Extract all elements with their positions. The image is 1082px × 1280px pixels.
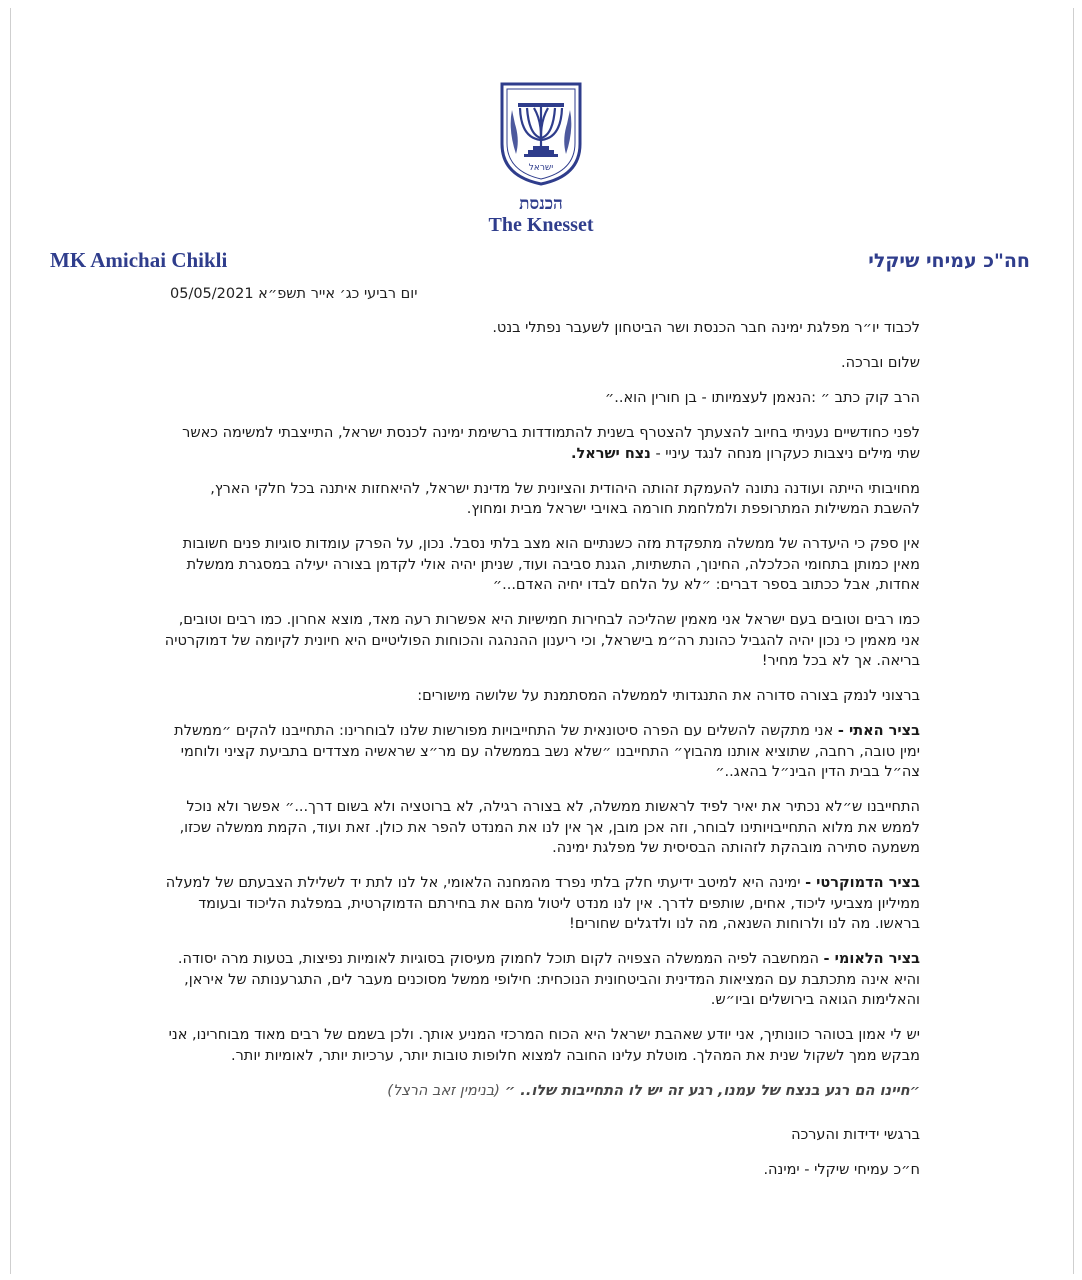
ethical-heading: בציר האתי - [837, 723, 920, 739]
paragraph-1-bold: נצח ישראל. [570, 445, 651, 462]
rav-kook-quote: הרב קוק כתב ״ :הנאמן לעצמיותו - בן חורין הוא..״ [604, 390, 920, 406]
closing: ברגשי ידידות והערכה [791, 1127, 920, 1143]
paragraph-1-text: לפני כחודשיים נעניתי בחיוב להצעתך להצטרף בשנית להתמודדות ברשימת ימינה לכנסת ישראל, התייצבתי למשימה כאשר שתי מילים ניצבות כעקרון מנחה לנגד עיניי - [182, 425, 920, 462]
addressee: לכבוד יו״ר מפלגת ימינה חבר הכנסת ושר הביטחון לשעבר נפתלי בנט. [492, 320, 920, 336]
democratic-text: ימינה היא למיטב ידיעתי חלק בלתי נפרד מהמחנה הלאומי, אל לנו לתת יד לשלילת הצבעתם של למעלה ממיליון מצביעי ליכוד, אחים, שותפים לדרך. אין לנו מנדט ליטול מהם את בחירתם הדמוקרטית, במפלגת הליכוד ובעומד בראשו. מה לנו ולרוחות השנאה, מה לנו ולדגלים שחורים! [165, 875, 920, 932]
letter-date: יום רביעי כג׳ אייר תשפ״א 05/05/2021 [170, 286, 418, 302]
paragraph-3: אין ספק כי היעדרה של ממשלה מתפקדת מזה כשנתיים הוא מצב בלתי נסבל. נכון, על הפרק עומדות סוגיות פנים חשובות מאין כמותן בתחומי הכלכלה, החינוך, התשתיות, הגנת סביבה ועוד, שניתן יהיה אולי לקדמן בצורה יעילה במסגרת ממשלת אחדות, אבל ככתוב בספר דברים: ״לא על הלחם לבדו יחיה האדם...״ [182, 536, 920, 593]
greeting: שלום וברכה. [841, 355, 920, 371]
herzl-quote [160, 1081, 920, 1102]
paragraph-10: יש לי אמון בטוהר כוונותיך, אני יודע שאהבת ישראל היא הכוח המרכזי המניע אותך. ולכן בשמם של רבים מאוד מבוחרינו, אני מבקש ממך לשקול שנית את המהלך. מוטלת עלינו החובה למצוא חלופות טובות יותר, ערכיות יותר, לאומיות יותר. [168, 1027, 920, 1064]
paragraph-national [160, 949, 920, 1011]
signature: ח״כ עמיחי שיקלי - ימינה. [763, 1162, 920, 1178]
paragraph-2: מחויבותי הייתה ועודנה נתונה להעמקת זהותה היהודית והציונית של מדינת ישראל, להיאחזות איתנה בכל חלקי הארץ, להשבת המשילות המתרופפת ולמלחמת חורמה באויבי ישראל מבית ומחוץ. [210, 480, 920, 517]
knesset-hebrew-title: הכנסת [519, 194, 563, 214]
herzl-quote-source: (בנימין זאב הרצל) [387, 1082, 500, 1099]
paragraph-democratic [160, 873, 920, 935]
letter-body [160, 318, 920, 1195]
democratic-heading: בציר הדמוקרטי - [805, 875, 920, 891]
paragraph-ethical [160, 721, 920, 783]
knesset-emblem-icon [498, 80, 584, 188]
national-heading: בציר הלאומי - [823, 951, 920, 967]
paragraph-4: כמו רבים וטובים בעם ישראל אני מאמין שהליכה לבחירות חמישיות היא אפשרות רעה מאד, מוצא אחרון. כמו רבים וטובים, אני מאמין כי נכון יהיה להגביל כהונת רה״מ בישראל, וכי ריענון ההנהגה והכוחות הפוליטיים היא חיונית לקיומה של דמוקרטיה בריאה. אך לא בכל מחיר! [164, 612, 920, 669]
ethical-text: אני מתקשה להשלים עם הפרה סיטונאית של התחייבויות מפורשות שלנו לבוחרינו: התחייבנו להקים ״ממשלת ימין טובה, רחבה, שתוציא אותנו מהבוץ״ התחייבנו ״שלא נשב בממשלה עם מר״צ שראשיה מצדדים בתביעת קציני ולוחמי צה״ל בבית הדין הבינ״ל בהאג..״ [174, 723, 920, 780]
herzl-quote-text: ״חיינו הם רגע בנצח של עמנו, רגע זה יש לו התחייבות שלו.. ״ [504, 1082, 920, 1099]
knesset-english-title: The Knesset [488, 214, 594, 236]
paragraph-5: ברצוני לנמק בצורה סדורה את התנגדותי לממשלה המסתמנת על שלושה מישורים: [417, 688, 920, 704]
paragraph-1 [160, 423, 920, 464]
emblem-caption: ישראל [528, 163, 554, 173]
national-text: המחשבה לפיה הממשלה הצפויה לקום תוכל לחמוק מעיסוק בסוגיות לאומיות נפיצות, בטעות מרה יסודה. והיא אינה מתכתבת עם המציאות המדינית והביטחונית הנוכחית: חילופי ממשל מסוכנים מעבר לים, התגרענותה של איראן, והאלימות הגואה בירושלים וביו״ש. [177, 951, 920, 1008]
mk-name-hebrew: חה"כ עמיחי שיקלי [868, 250, 1030, 272]
mk-name-english: MK Amichai Chikli [50, 248, 228, 272]
paragraph-7: התחייבנו ש״לא נכתיר את יאיר לפיד לראשות ממשלה, לא בצורה רגילה, לא ברוטציה ולא בשום דרך...״ אפשר ולא נוכל לממש את מלוא התחייבויותינו לבוחר, וזה אכן מובן, אך אין לנו את המנדט להפר את כולן. זאת ועוד, הקמת ממשלה שכזו, משמעה סתירה מובהקת לזהותה הבסיסית של מפלגת ימינה. [179, 799, 920, 856]
